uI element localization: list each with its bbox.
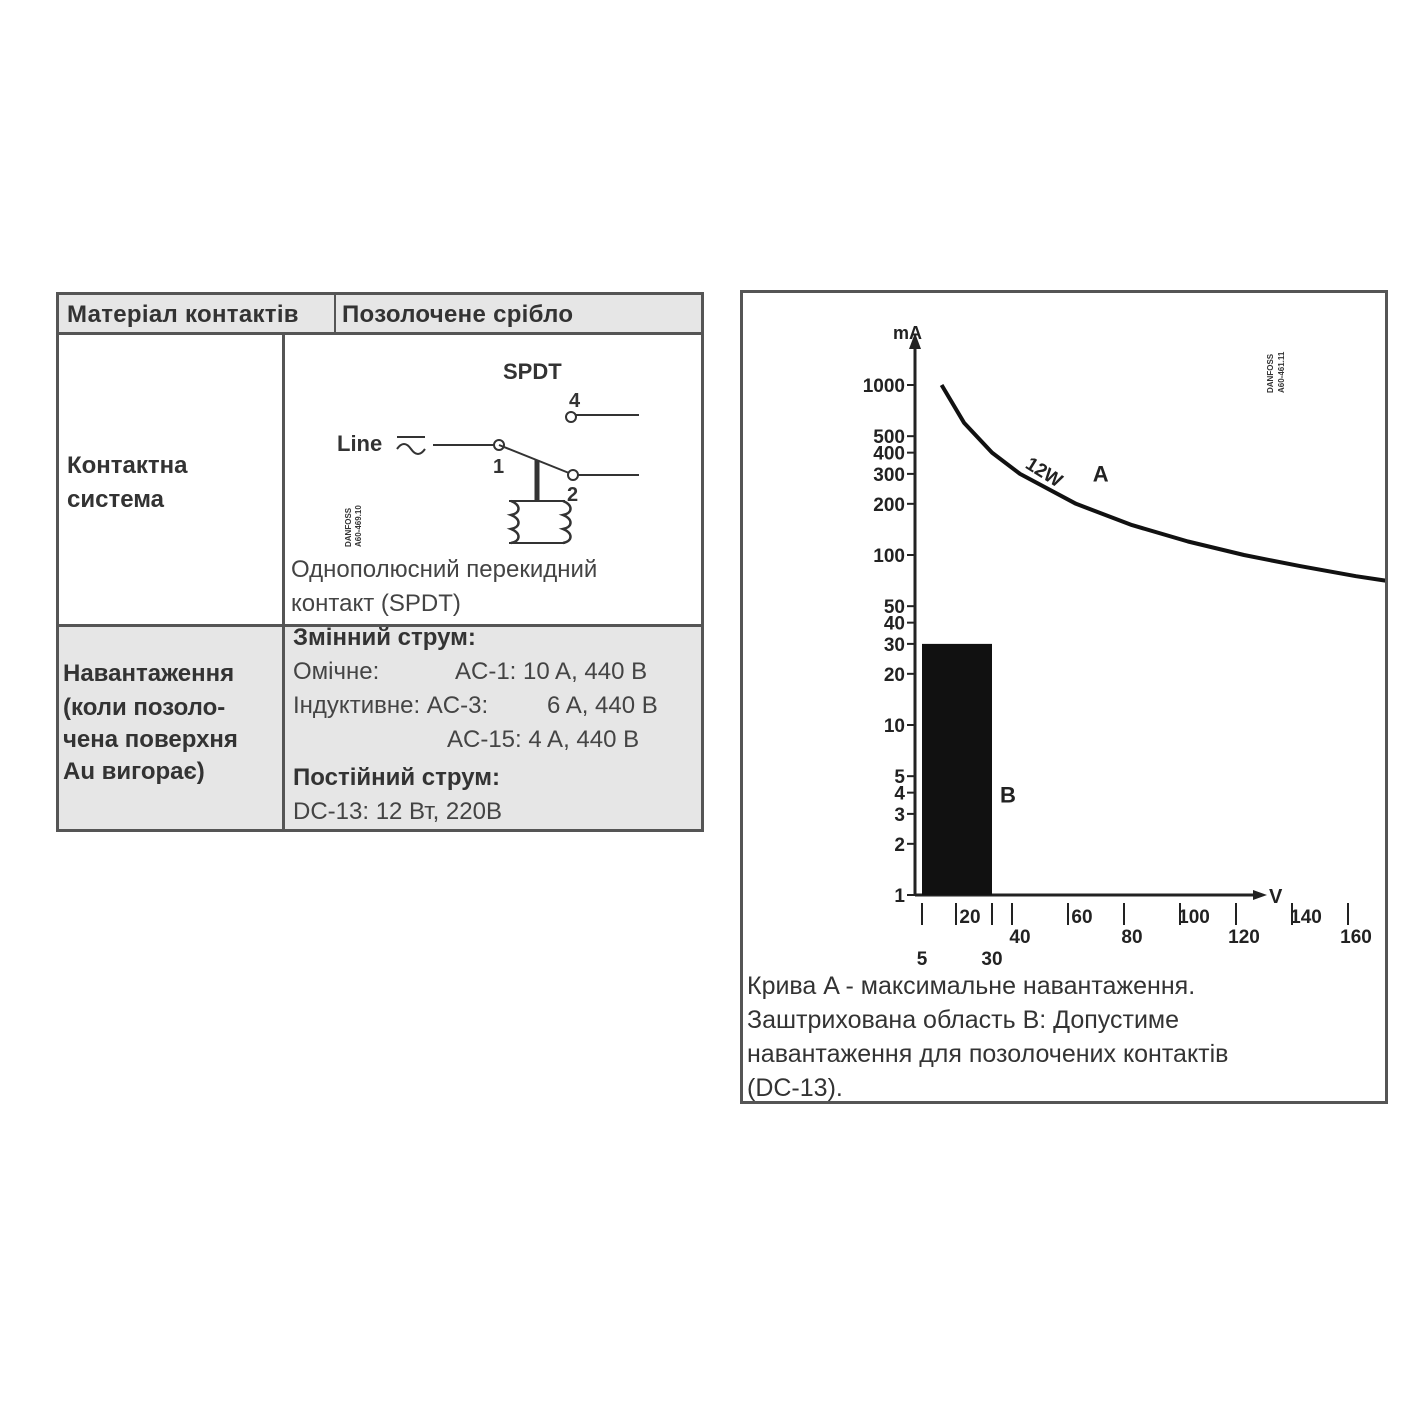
resistive-label: Омічне: [293, 658, 380, 685]
material-row [59, 295, 701, 335]
x-tick-label: 40 [1009, 927, 1031, 948]
caption-line-2: Заштрихована область B: Допустиме [747, 1006, 1180, 1034]
ac-symbol-icon [397, 437, 425, 454]
terminal-2-contact [568, 470, 578, 480]
x-tick-label: 5 [916, 949, 928, 970]
y-tick-label: 20 [883, 664, 905, 686]
area-b-bar [922, 644, 992, 895]
x-axis-arrow-icon [1253, 890, 1267, 900]
ac15-value: AC-15: 4 A, 440 B [447, 726, 640, 753]
coil-left-icon [511, 501, 519, 543]
chart-caption [747, 969, 1377, 1105]
y-tick-label: 500 [873, 427, 905, 449]
curve-a-line [942, 385, 1385, 599]
diagram-code-1: DANFOSS [344, 507, 353, 547]
y-tick-label: 1000 [862, 376, 905, 397]
y-axis-label: mA [893, 323, 923, 343]
y-tick-label: 1 [894, 886, 905, 907]
load-label-4: Au вигорає) [63, 758, 205, 785]
load-chart [743, 293, 1385, 973]
x-tick-label: 60 [1071, 907, 1093, 928]
spdt-circuit-diagram [285, 335, 703, 555]
y-tick-label: 40 [883, 613, 905, 635]
caption-line-1: Крива A - максимальне навантаження. [747, 972, 1196, 1000]
y-tick-label: 3 [894, 804, 905, 826]
chart-code-1: DANFOSS [1266, 353, 1275, 393]
y-tick-label: 300 [873, 464, 905, 486]
dc-heading: Постійний струм: [293, 764, 501, 791]
resistive-value: AC-1: 10 A, 440 B [455, 658, 648, 685]
terminal-4-contact [566, 412, 576, 422]
terminal-2-label: 2 [567, 484, 579, 506]
load-label-1: Навантаження [63, 660, 235, 687]
coil-right-icon [563, 501, 571, 543]
material-value: Позолочене срібло [342, 301, 574, 328]
curve-a-label: A [1092, 461, 1109, 487]
contact-system-row [59, 335, 701, 627]
y-tick-label: 50 [883, 597, 905, 619]
chart-code-2: A60-461.11 [1277, 351, 1286, 393]
y-tick-label: 100 [873, 546, 905, 567]
contact-spec-table [56, 292, 704, 832]
contact-system-label-2: система [67, 486, 165, 513]
inductive-value: 6 A, 440 B [547, 692, 658, 719]
y-tick-label: 400 [873, 443, 905, 465]
load-row [59, 624, 701, 829]
diagram-code-2: A60-469.10 [354, 505, 363, 547]
caption-line-4: (DC-13). [747, 1074, 843, 1102]
x-axis-label: V [1269, 886, 1283, 908]
x-tick-label: 20 [959, 907, 981, 928]
y-tick-label: 2 [894, 834, 905, 856]
contact-desc-1: Однополюсний перекидний [291, 556, 598, 583]
load-label-2: (коли позоло- [63, 694, 226, 721]
ac-heading: Змінний струм: [293, 624, 476, 651]
y-tick-label: 200 [873, 494, 905, 516]
x-tick-label: 120 [1228, 927, 1260, 948]
contact-desc-2: контакт (SPDT) [291, 590, 461, 617]
x-tick-label: 140 [1290, 907, 1322, 928]
y-tick-label: 30 [883, 634, 905, 656]
area-b-label: B [1000, 782, 1016, 808]
load-chart-panel [740, 290, 1388, 1104]
spdt-title: SPDT [503, 359, 562, 384]
inductive-label: Індуктивне: AC-3: [293, 692, 489, 719]
line-label: Line [337, 431, 383, 456]
y-tick-label: 5 [894, 767, 905, 789]
y-tick-label: 4 [894, 783, 905, 805]
x-tick-label: 30 [981, 949, 1003, 970]
curve-a-power-label: 12W [1021, 453, 1066, 493]
x-tick-label: 80 [1121, 927, 1143, 948]
caption-line-3: навантаження для позолочених контактів [747, 1040, 1229, 1068]
dc-value: DC-13: 12 Вт, 220В [293, 798, 502, 825]
terminal-1-label: 1 [493, 456, 505, 478]
x-tick-label: 100 [1178, 907, 1210, 928]
terminal-4-label: 4 [569, 390, 581, 412]
load-label-3: чена поверхня [63, 726, 238, 753]
material-label: Матеріал контактів [67, 301, 299, 328]
switch-arm [499, 445, 569, 473]
contact-system-label-1: Контактна [67, 452, 188, 479]
x-tick-label: 160 [1340, 927, 1372, 948]
y-tick-label: 10 [883, 716, 905, 737]
